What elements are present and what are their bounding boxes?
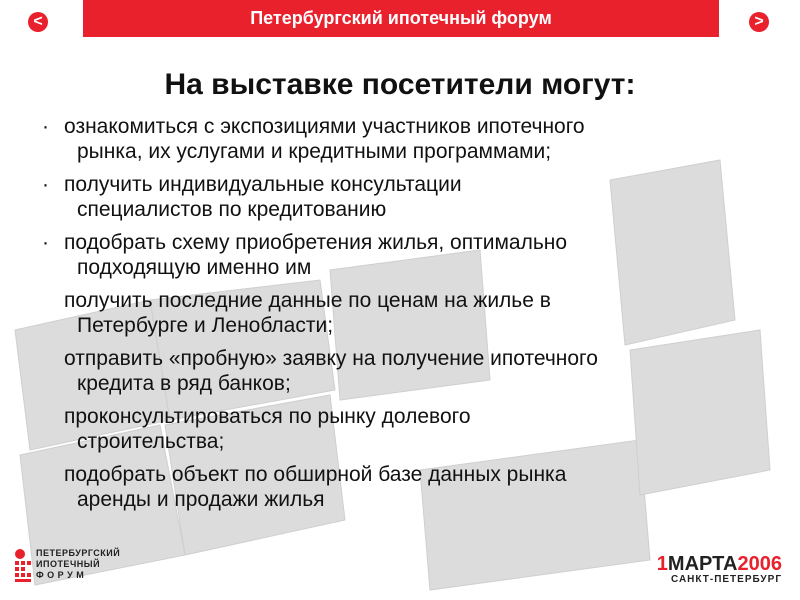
list-item xyxy=(40,462,780,512)
event-month: МАРТА xyxy=(667,553,738,575)
next-slide-button[interactable]: > xyxy=(749,12,769,32)
bullet-dot: · xyxy=(42,173,49,196)
list-item xyxy=(40,346,780,396)
list-item xyxy=(40,114,780,164)
list-item-line: отправить «пробную» заявку на получение ипотечного xyxy=(64,347,598,370)
list-item-line: получить индивидуальные консультации xyxy=(64,173,462,196)
forum-logo-mark-icon xyxy=(14,548,32,584)
list-item-line: аренды и продажи жилья xyxy=(77,488,325,511)
list-item xyxy=(40,230,780,280)
bullet-list xyxy=(40,114,780,520)
list-item-line: подобрать объект по обширной базе данных рынка xyxy=(64,463,567,486)
list-item-line: проконсультироваться по рынку долевого xyxy=(64,405,471,428)
event-year: 2006 xyxy=(737,553,782,575)
list-item-line: Петербурге и Ленобласти; xyxy=(77,314,334,337)
list-item-line: ознакомиться с экспозициями участников ипотечного xyxy=(64,115,585,138)
previous-slide-button[interactable]: < xyxy=(28,12,48,32)
list-item-line: кредита в ряд банков; xyxy=(77,372,291,395)
list-item xyxy=(40,404,780,454)
event-day: 1 xyxy=(656,553,668,575)
list-item-line: строительства; xyxy=(77,430,225,453)
forum-logo xyxy=(14,548,120,584)
list-item xyxy=(40,288,780,338)
header-bar xyxy=(83,0,719,37)
event-date-logo xyxy=(657,554,782,585)
logo-line-2: ИПОТЕЧНЫЙ xyxy=(36,559,101,569)
list-item-line: рынка, их услугами и кредитными программами; xyxy=(77,140,552,163)
event-date xyxy=(657,554,782,574)
logo-line-1: ПЕТЕРБУРГСКИЙ xyxy=(36,548,121,558)
logo-line-3: Ф О Р У М xyxy=(36,570,85,580)
list-item-line: подобрать схему приобретения жилья, оптимально xyxy=(64,231,568,254)
event-city: САНКТ-ПЕТЕРБУРГ xyxy=(670,574,782,585)
list-item-line: подходящую именно им xyxy=(77,256,312,279)
bullet-dot: · xyxy=(42,115,49,138)
list-item xyxy=(40,172,780,222)
list-item-line: специалистов по кредитованию xyxy=(77,198,387,221)
slide-title: На выставке посетители могут: xyxy=(164,68,636,101)
list-item-line: получить последние данные по ценам на жилье в xyxy=(64,289,551,312)
bullet-dot: · xyxy=(42,231,49,254)
header-title: Петербургский ипотечный форум xyxy=(250,8,552,28)
